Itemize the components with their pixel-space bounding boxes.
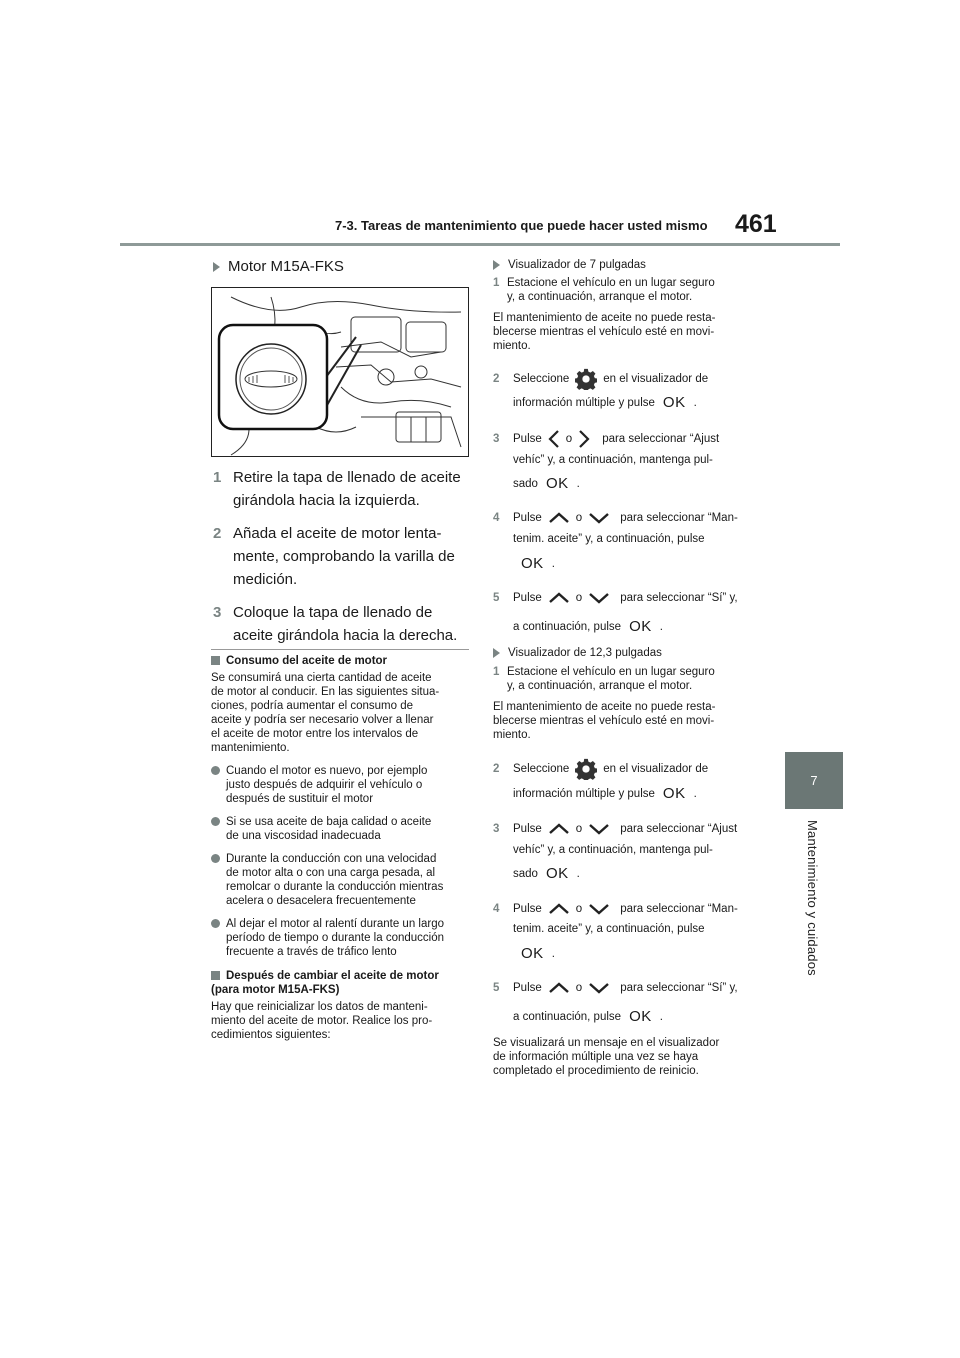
ok-button-icon: OK [521, 945, 544, 962]
sec12-title: Visualizador de 12,3 pulgadas [493, 646, 662, 660]
left-steps [213, 466, 473, 647]
down-arrow-icon [588, 512, 610, 524]
page-number: 461 [735, 210, 777, 238]
header-divider [120, 243, 840, 246]
arrow-right-icon [493, 260, 500, 270]
engine-illustration [211, 287, 469, 457]
bullet-item: Cuando el motor es nuevo, por ejemplo justo después de adquirir el vehículo o después de sustituir el motor [211, 764, 476, 806]
section-divider [211, 649, 469, 650]
down-arrow-icon [588, 982, 610, 994]
sec12-step3: 3 Pulse o para seleccionar “Ajust [493, 823, 738, 835]
bullet-icon [211, 817, 220, 826]
sec7-note: El mantenimiento de aceite no puede resta- blecerse mientras el vehículo esté en movi- miento. [493, 312, 716, 352]
consumo-heading: Consumo del aceite de motor [211, 654, 476, 668]
ok-button-icon: OK [662, 394, 686, 411]
down-arrow-icon [588, 903, 610, 915]
chapter-tab[interactable] [785, 752, 843, 809]
section-header-title: 7-3. Tareas de mantenimiento que puede hacer usted mismo [335, 218, 708, 233]
ok-button-icon: OK [629, 618, 652, 635]
ok-button-icon: OK [662, 785, 686, 802]
up-arrow-icon [548, 903, 570, 915]
square-bullet-icon [211, 656, 220, 665]
sec7-step5: 5 Pulse o para seleccionar “Sí” y, [493, 592, 738, 604]
up-arrow-icon [548, 982, 570, 994]
up-arrow-icon [548, 592, 570, 604]
arrow-right-icon [213, 262, 220, 272]
right-arrow-icon [578, 429, 590, 449]
bullet-item: Durante la conducción con una velocidad de motor alta o con una carga pesada, al remolcar o durante la conducción mientras acelera o desacelera frecuentemente [211, 852, 476, 908]
sec12-final-note: Se visualizará un mensaje en el visualizador de información múltiple una vez se haya completado el procedimiento de reinicio. [493, 1037, 720, 1077]
despues-paragraph: Hay que reinicializar los datos de manteni- miento del aceite de motor. Realice los pro- cedimientos siguientes: [211, 1001, 433, 1041]
sec7-title: Visualizador de 7 pulgadas [493, 258, 646, 272]
consumo-block [211, 654, 476, 1042]
sec12-step2: 2 Seleccione en el visualizador de [493, 758, 708, 780]
chapter-label: Mantenimiento y cuidados [805, 820, 820, 976]
sec12-note: El mantenimiento de aceite no puede resta- blecerse mientras el vehículo esté en movi- miento. [493, 701, 716, 741]
chapter-number: 7 [810, 773, 818, 788]
step-2: 2 Añada el aceite de motor lenta- mente, comprobando la varilla de medición. [213, 525, 455, 588]
ok-button-icon: OK [629, 1008, 652, 1025]
sec7-step4: 4 Pulse o para seleccionar “Man- [493, 512, 738, 524]
step-1: 1 Retire la tapa de llenado de aceite girándola hacia la izquierda. [213, 469, 461, 509]
engine-section-title: Motor M15A-FKS [213, 255, 344, 278]
bullet-icon [211, 766, 220, 775]
sec12-step1: 1 Estacione el vehículo en un lugar seguro y, a continuación, arranque el motor. [493, 666, 715, 692]
up-arrow-icon [548, 512, 570, 524]
sec7-step2: 2 Seleccione en el visualizador de [493, 368, 708, 390]
settings-gear-icon [575, 368, 597, 390]
settings-gear-icon [575, 758, 597, 780]
sec12-step5: 5 Pulse o para seleccionar “Sí” y, [493, 982, 738, 994]
sec12-step4: 4 Pulse o para seleccionar “Man- [493, 903, 738, 915]
despues-heading: Después de cambiar el aceite de motor (para motor M15A-FKS) [211, 970, 439, 996]
sec7-step3: 3 Pulse o para seleccionar “Ajust [493, 429, 719, 449]
bullet-item: Al dejar el motor al ralentí durante un largo período de tiempo o durante la conducción frecuente a través de tráfico lento [211, 917, 476, 959]
ok-button-icon: OK [545, 475, 569, 492]
consumo-paragraph: Se consumirá una cierta cantidad de aceite de motor al conducir. En las siguientes situa- ciones, podría aumentar el consumo de aceite y podría ser necesario volver a llenar el aceite de motor entre los intervalos de mantenimiento. [211, 672, 440, 754]
bullet-item: Si se usa aceite de baja calidad o aceite de una viscosidad inadecuada [211, 815, 476, 843]
bullet-icon [211, 919, 220, 928]
left-arrow-icon [548, 429, 560, 449]
arrow-right-icon [493, 648, 500, 658]
sec7-step1: 1 Estacione el vehículo en un lugar seguro y, a continuación, arranque el motor. [493, 277, 715, 303]
bullet-icon [211, 854, 220, 863]
square-bullet-icon [211, 971, 220, 980]
ok-button-icon: OK [521, 555, 544, 572]
step-3: 3 Coloque la tapa de llenado de aceite girándola hacia la derecha. [213, 604, 458, 644]
down-arrow-icon [588, 823, 610, 835]
ok-button-icon: OK [545, 865, 569, 882]
down-arrow-icon [588, 592, 610, 604]
up-arrow-icon [548, 823, 570, 835]
